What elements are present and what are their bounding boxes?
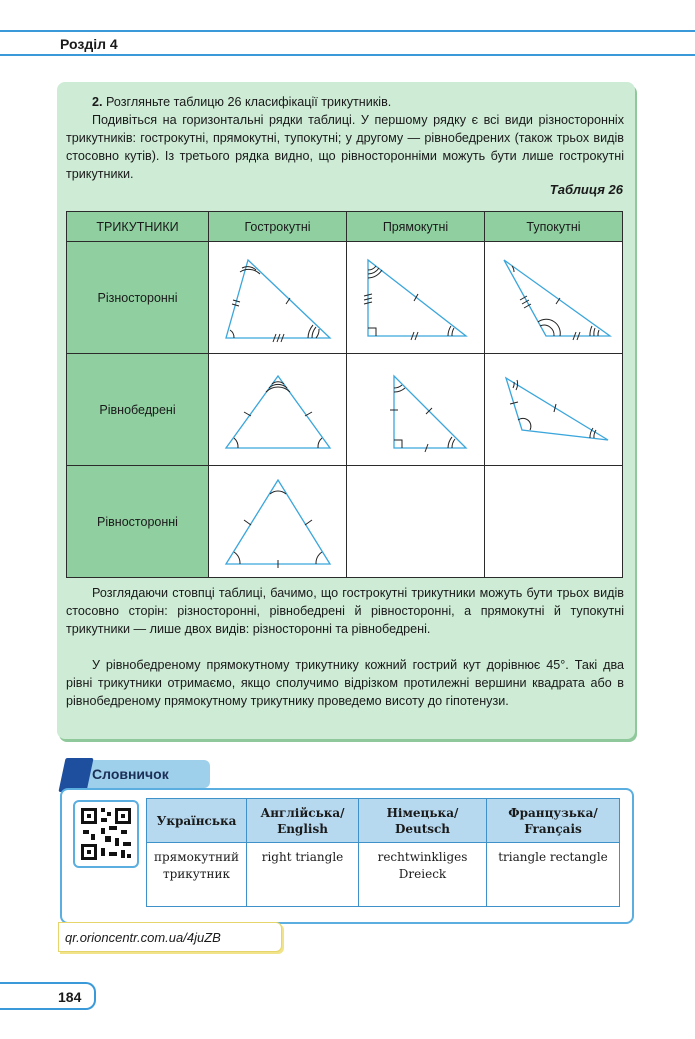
section-header-bar bbox=[0, 30, 695, 56]
section-title: Розділ 4 bbox=[60, 36, 118, 52]
glossary-header-english: Англійська/ English bbox=[247, 799, 359, 843]
cell-equilateral-acute bbox=[209, 466, 347, 578]
page-number: 184 bbox=[58, 989, 82, 1005]
cell-isosceles-right bbox=[347, 354, 485, 466]
isosceles-right-triangle-icon bbox=[356, 360, 476, 460]
qr-code-graphic bbox=[75, 802, 137, 866]
glossary-table bbox=[146, 798, 620, 907]
glossary-term-english: right triangle bbox=[247, 843, 359, 907]
isosceles-acute-triangle-icon bbox=[218, 360, 338, 460]
col-header-acute: Гострокутні bbox=[209, 212, 347, 242]
cell-isosceles-acute bbox=[209, 354, 347, 466]
row-header-scalene: Різносторонні bbox=[67, 242, 209, 354]
exercise-number: 2. bbox=[92, 95, 103, 109]
glossary-header-french: Французька/ Français bbox=[487, 799, 620, 843]
page-number-tab bbox=[0, 982, 96, 1010]
qr-link-text[interactable]: qr.orioncentr.com.ua/4juZB bbox=[65, 930, 221, 945]
col-header-obtuse: Тупокутні bbox=[485, 212, 623, 242]
glossary-term-ukrainian: прямокутний трикутник bbox=[147, 843, 247, 907]
exercise-line: Розгляньте таблицю 26 класифікації трикутників. bbox=[106, 95, 392, 109]
scalene-right-triangle-icon bbox=[356, 248, 476, 348]
isosceles-obtuse-triangle-icon bbox=[494, 360, 614, 460]
glossary-term-german: rechtwinkliges Dreieck bbox=[359, 843, 487, 907]
col-header-right: Прямокутні bbox=[347, 212, 485, 242]
equilateral-triangle-icon bbox=[218, 472, 338, 572]
cell-equilateral-right-empty bbox=[347, 466, 485, 578]
columns-paragraph: Розглядаючи стовпці таблиці, бачимо, що гострокутні трикутники можуть бути трьох видів стосовно сторін: різносторонні, рівнобедрені й рівносторонні, а прямокутні й тупокутні трикутники — лише двох видів: різносторонні та рівнобедрені. bbox=[66, 586, 624, 636]
intro-paragraph: Подивіться на горизонтальні рядки таблиці. У першому рядку є всі види різносторонніх трикутників: гострокутні, прямокутні, тупокутні; у другому — рівнобедрених (також трьох видів стосовно кутів). Із третього рядка видно, що рівносторонніми можуть бути лише гострокутні трикутники. bbox=[66, 113, 624, 181]
right-isosceles-paragraph: У рівнобедреному прямокутному трикутнику кожний гострий кут дорівнює 45°. Такі два рівні трикутники отримаємо, якщо сполучимо відрізком протилежні вершини квадрата або в рівнобедреному прямокутному трикутнику проведемо висоту до гіпотенузи. bbox=[66, 658, 624, 708]
row-header-isosceles: Рівнобедрені bbox=[67, 354, 209, 466]
cell-isosceles-obtuse bbox=[485, 354, 623, 466]
glossary-tab bbox=[62, 760, 210, 790]
qr-link[interactable] bbox=[58, 922, 282, 952]
glossary-header-ukrainian: Українська bbox=[147, 799, 247, 843]
cell-scalene-acute bbox=[209, 242, 347, 354]
exercise-heading bbox=[66, 93, 624, 111]
glossary-title: Словничок bbox=[92, 766, 169, 782]
table-corner-header: ТРИКУТНИКИ bbox=[67, 212, 209, 242]
glossary-term-french: triangle rectangle bbox=[487, 843, 620, 907]
row-header-equilateral: Рівносторонні bbox=[67, 466, 209, 578]
qr-code-icon[interactable] bbox=[73, 800, 139, 868]
triangle-classification-table bbox=[66, 211, 623, 578]
cell-scalene-obtuse bbox=[485, 242, 623, 354]
cell-equilateral-obtuse-empty bbox=[485, 466, 623, 578]
scalene-obtuse-triangle-icon bbox=[494, 248, 614, 348]
glossary-header-german: Німецька/ Deutsch bbox=[359, 799, 487, 843]
table-caption: Таблиця 26 bbox=[549, 182, 623, 197]
scalene-acute-triangle-icon bbox=[218, 248, 338, 348]
cell-scalene-right bbox=[347, 242, 485, 354]
